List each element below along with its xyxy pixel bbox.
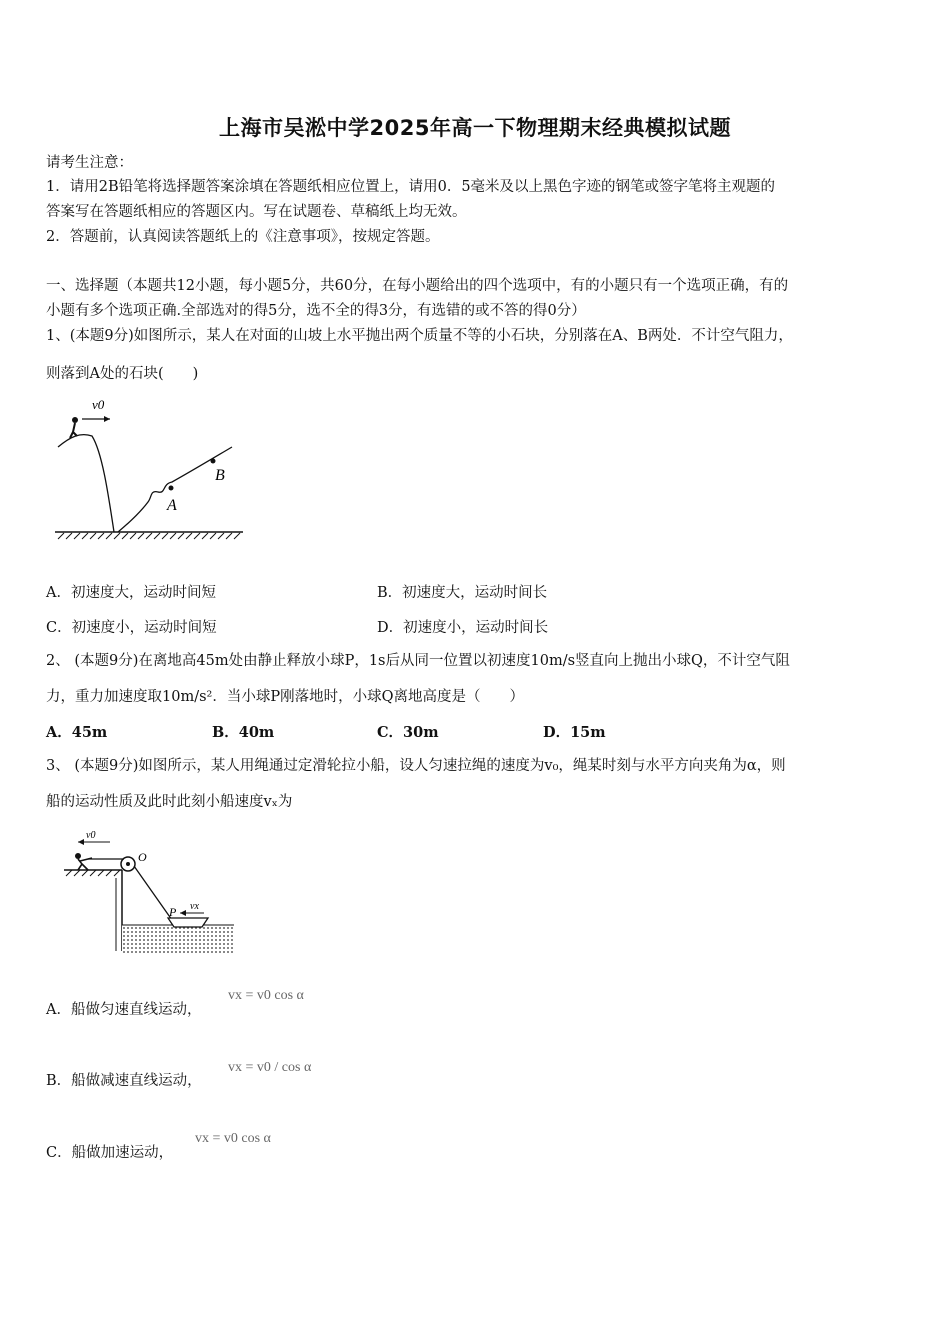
q2-option-a[interactable]: A．45m: [46, 724, 108, 741]
notice-heading: 请考生注意：: [46, 155, 133, 171]
q3-fig-vx-label: vx: [190, 901, 199, 912]
q2-stem-1: 2、 (本题9分)在离地高45m处由静止释放小球P，1s后从同一位置以初速度10m/s竖直向上抛出小球Q，不计空气阻: [46, 653, 790, 669]
q1-fig-label-B: B: [215, 467, 225, 484]
q1-option-a[interactable]: A．初速度大，运动时间短: [46, 585, 216, 601]
q3-option-b[interactable]: B．船做减速直线运动，: [46, 1073, 202, 1089]
q3-option-c[interactable]: C．船做加速运动，: [46, 1145, 174, 1161]
q1-fig-v0-label: v0: [92, 397, 105, 412]
q3-figure: [58, 826, 238, 958]
q3-stem-1: 3、 (本题9分)如图所示，某人用绳通过定滑轮拉小船，设人匀速拉绳的速度为v₀，绳某时刻与水平方向夹角为α，则: [46, 758, 786, 774]
section-instructions-2: 小题有多个选项正确.全部选对的得5分，选不全的得3分，有选错的或不答的得0分）: [46, 303, 586, 319]
q3-option-a[interactable]: A．船做匀速直线运动，: [46, 1002, 202, 1018]
page-title: 上海市吴淞中学2025年高一下物理期末经典模拟试题: [219, 116, 731, 140]
q3-formula-a: vx = v0 cos α: [228, 988, 304, 1003]
q2-option-c[interactable]: C．30m: [377, 724, 439, 741]
q1-figure: [50, 392, 250, 542]
q1-stem-1: 1、(本题9分)如图所示，某人在对面的山坡上水平抛出两个质量不等的小石块，分别落在A、B两处．不计空气阻力，: [46, 328, 793, 344]
q3-formula-b: vx = v0 / cos α: [228, 1060, 312, 1075]
q2-stem-2: 力，重力加速度取10m/s²．当小球P刚落地时，小球Q离地高度是（ ）: [46, 689, 524, 705]
q2-option-b[interactable]: B．40m: [212, 724, 275, 741]
notice-line-1b: 答案写在答题纸相应的答题区内。写在试题卷、草稿纸上均无效。: [46, 204, 467, 220]
q1-fig-label-A: A: [167, 497, 177, 514]
notice-line-1a: 1．请用2B铅笔将选择题答案涂填在答题纸相应位置上，请用0．5毫米及以上黑色字迹的钢笔或签字笔将主观题的: [46, 179, 776, 195]
q3-fig-label-P: P: [169, 905, 177, 919]
q3-fig-label-O: O: [138, 850, 147, 864]
q1-stem-2: 则落到A处的石块( ): [46, 366, 199, 382]
q1-option-c[interactable]: C．初速度小，运动时间短: [46, 620, 217, 636]
q1-option-d[interactable]: D．初速度小，运动时间长: [377, 620, 549, 636]
q1-option-b[interactable]: B．初速度大，运动时间长: [377, 585, 548, 601]
q3-stem-2: 船的运动性质及此时此刻小船速度vₓ为: [46, 794, 293, 810]
notice-line-2: 2．答题前，认真阅读答题纸上的《注意事项》，按规定答题。: [46, 229, 440, 245]
q3-formula-c: vx = v0 cos α: [195, 1131, 271, 1146]
q2-option-d[interactable]: D．15m: [543, 724, 606, 741]
q3-fig-v0-label: v0: [86, 830, 96, 841]
section-instructions-1: 一、选择题（本题共12小题，每小题5分，共60分，在每小题给出的四个选项中，有的小题只有一个选项正确，有的: [46, 278, 789, 294]
